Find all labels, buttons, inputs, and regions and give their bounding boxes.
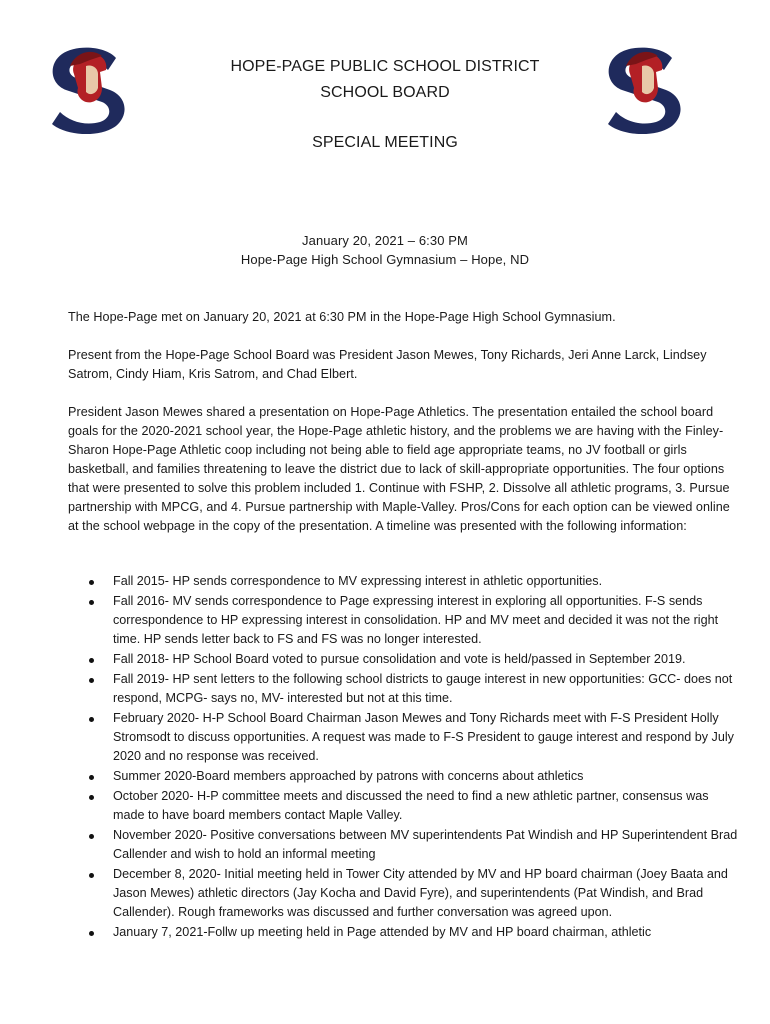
timeline-item-text: Summer 2020-Board members approached by patrons with concerns about athletics <box>113 769 584 783</box>
bullet-icon <box>89 931 94 936</box>
timeline-item-text: February 2020- H-P School Board Chairman Jason Mewes and Tony Richards meet with F-S President Holly Stromsodt to discuss opportunities. A request was made to F-S President to gauge interest and respond by July 2020 and no response was received. <box>113 711 734 763</box>
timeline-item-text: Fall 2019- HP sent letters to the following school districts to gauge interest in new opportunities: GCC- does not respond, MCPG- says no, MV- interested but not at this time. <box>113 672 733 705</box>
opening-paragraph: The Hope-Page met on January 20, 2021 at 6:30 PM in the Hope-Page High School Gymnasium. <box>68 310 616 324</box>
bullet-icon <box>89 873 94 878</box>
timeline-item-text: Fall 2018- HP School Board voted to pursue consolidation and vote is held/passed in September 2019. <box>113 652 686 666</box>
bullet-icon <box>89 717 94 722</box>
meeting-location: Hope-Page High School Gymnasium – Hope, ND <box>240 252 530 267</box>
bullet-icon <box>89 795 94 800</box>
bullet-icon <box>89 775 94 780</box>
list-item <box>88 787 738 825</box>
list-item <box>88 709 738 766</box>
timeline-item-text: Fall 2015- HP sends correspondence to MV expressing interest in athletic opportunities. <box>113 574 603 588</box>
meeting-type-title: SPECIAL MEETING <box>312 134 458 151</box>
list-item <box>88 650 738 669</box>
list-item <box>88 592 738 649</box>
timeline-item-text: October 2020- H-P committee meets and discussed the need to find a new athletic partner, consensus was made to have board members contact Maple Valley. <box>113 789 709 822</box>
list-item <box>88 767 738 786</box>
attendance-paragraph: Present from the Hope-Page School Board was President Jason Mewes, Tony Richards, Jeri Anne Larck, Lindsey Satrom, Cindy Hiam, Kris Satrom, and Chad Elbert. <box>68 348 707 381</box>
district-title: HOPE-PAGE PUBLIC SCHOOL DISTRICT <box>230 58 540 75</box>
timeline-item-text: December 8, 2020- Initial meeting held in Tower City attended by MV and HP board chairman (Joey Baata and Jason Mewes) athletic directors (Jay Kocha and David Fyre), and superintendents (Pat Windish, and Brad Callender). Rough frameworks was discussed and further conversation was agreed upon. <box>113 867 728 919</box>
timeline-item-text: Fall 2016- MV sends correspondence to Page expressing interest in exploring all opportunities. F-S sends correspondence to HP expressing interest in consolidation. HP and MV meet and decided it was not the right time. HP sends letter back to FS and FS was no longer interested. <box>113 594 719 646</box>
bullet-icon <box>89 600 94 605</box>
list-item <box>88 826 738 864</box>
list-item <box>88 572 738 591</box>
list-item <box>88 670 738 708</box>
meeting-date-time: January 20, 2021 – 6:30 PM <box>302 233 468 248</box>
bullet-icon <box>89 678 94 683</box>
bullet-icon <box>89 834 94 839</box>
bullet-icon <box>89 658 94 663</box>
board-title: SCHOOL BOARD <box>320 84 450 101</box>
timeline-item-text: November 2020- Positive conversations between MV superintendents Pat Windish and HP Superintendent Brad Callender and wish to hold an informal meeting <box>113 828 738 861</box>
list-item <box>88 923 738 942</box>
bullet-icon <box>89 580 94 585</box>
list-item <box>88 865 738 922</box>
timeline-item-text: January 7, 2021-Follw up meeting held in Page attended by MV and HP board chairman, athletic <box>113 925 652 939</box>
presentation-paragraph: President Jason Mewes shared a presentation on Hope-Page Athletics. The presentation entailed the school board goals for the 2020-2021 school year, the Hope-Page athletic history, and the problems we are having with the Finley-Sharon Hope-Page Athletic coop including not being able to field age appropriate teams, no JV football or girls basketball, and families threatening to leave the district due to lack of skill-appropriate opportunities. The four options that were presented to solve this problem included 1. Continue with FSHP, 2. Dissolve all athletic programs, 3. Pursue partnership with MPCG, and 4. Pursue partnership with Maple-Valley. Pros/Cons for each option can be viewed online at the school webpage in the copy of the presentation. A timeline was presented with the following information: <box>68 405 730 533</box>
timeline-list <box>88 572 738 943</box>
